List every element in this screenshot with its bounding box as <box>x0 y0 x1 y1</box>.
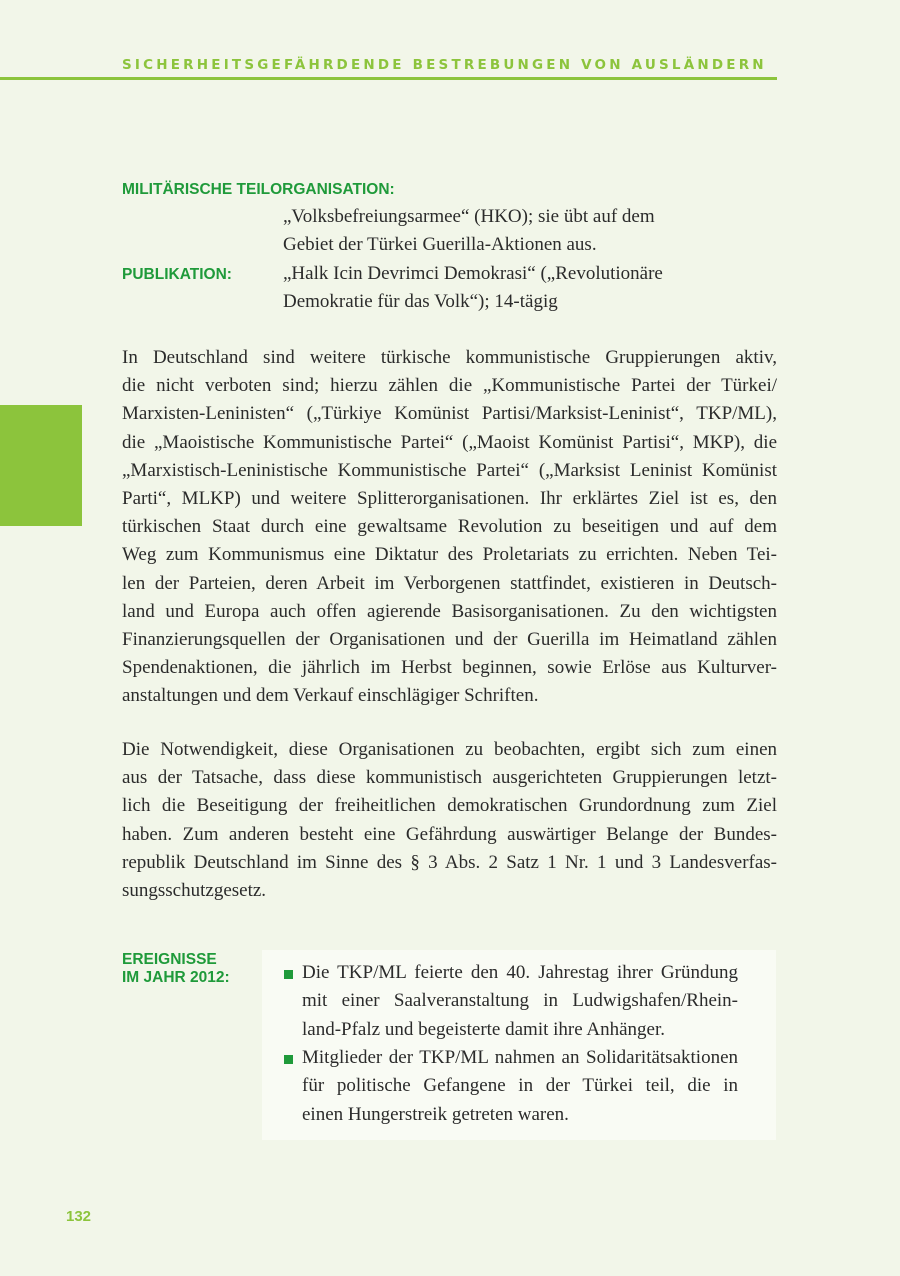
text-line: Die TKP/ML feierte den 40. Jahrestag ihrer Gründung <box>302 962 738 983</box>
text-line: Finanzierungsquellen der Organisationen und der Guerilla im Heimatland zählen <box>122 628 777 650</box>
text-line: Weg zum Kommunismus eine Diktatur des Proletariats zu errichten. Neben Tei- <box>122 544 777 566</box>
text-line: haben. Zum anderen besteht eine Gefährdung auswärtiger Belange der Bundes- <box>122 823 777 845</box>
events-label-line: EREIGNISSE <box>122 951 217 968</box>
text-line: türkischen Staat durch eine gewaltsame Revolution zu beseitigen und auf dem <box>122 516 777 538</box>
text-line: Parti“, MLKP) und weitere Splitterorganisationen. Ihr erklärtes Ziel ist es, den <box>122 487 777 509</box>
running-header: SICHERHEITSGEFÄHRDENDE BESTREBUNGEN VON AUSLÄNDERN <box>122 57 767 73</box>
text-line: mit einer Saalveranstaltung in Ludwigshafen/Rhein- <box>302 990 738 1012</box>
text-line: für politische Gefangene in der Türkei teil, die in <box>302 1075 738 1097</box>
text-line: „Marxistisch-Leninistische Kommunistische Partei“ („Marksist Leninist Komünist <box>122 459 777 481</box>
chapter-tab-marker <box>0 405 82 526</box>
header-rule <box>0 77 777 80</box>
text-line: In Deutschland sind weitere türkische kommunistische Gruppierungen aktiv, <box>122 347 777 368</box>
body-paragraph-2 <box>122 736 777 905</box>
text-line: lich die Beseitigung der freiheitlichen demokratischen Grundordnung zum Ziel <box>122 795 777 817</box>
text-line: Marxisten-Leninisten“ („Türkiye Komünist Partisi/Marksist-Leninist“, TKP/ML), <box>122 403 777 425</box>
events-label-line: IM JAHR 2012: <box>122 969 230 986</box>
publication-label: PUBLIKATION: <box>122 266 232 283</box>
text-line: Demokratie für das Volk“); 14-tägig <box>283 291 558 313</box>
military-label: MILITÄRISCHE TEILORGANISATION: <box>122 181 395 198</box>
text-line: einen Hungerstreik getreten waren. <box>302 1103 569 1125</box>
text-line: „Volksbefreiungsarmee“ (HKO); sie übt auf dem <box>283 206 655 227</box>
text-line: Gebiet der Türkei Guerilla-Aktionen aus. <box>283 234 597 256</box>
publication-value <box>283 260 663 317</box>
military-value <box>283 203 655 260</box>
text-line: die nicht verboten sind; hierzu zählen die „Kommunistische Partei der Türkei/ <box>122 375 777 397</box>
text-line: len der Parteien, deren Arbeit im Verborgenen stattfindet, existieren in Deutsch- <box>122 572 777 594</box>
text-line: sungsschutzgesetz. <box>122 879 267 901</box>
text-line: die „Maoistische Kommunistische Partei“ („Maoist Komünist Partisi“, MKP), die <box>122 431 777 453</box>
text-line: republik Deutschland im Sinne des § 3 Abs. 2 Satz 1 Nr. 1 und 3 Landesverfas- <box>122 851 777 873</box>
text-line: „Halk Icin Devrimci Demokrasi“ („Revolutionäre <box>283 263 663 284</box>
text-line: Mitglieder der TKP/ML nahmen an Solidaritätsaktionen <box>302 1047 738 1068</box>
body-paragraph-1 <box>122 344 777 710</box>
page-number: 132 <box>66 1208 92 1225</box>
bullet-square-icon <box>284 970 293 979</box>
text-line: aus der Tatsache, dass diese kommunistisch ausgerichteten Gruppierungen letzt- <box>122 767 777 789</box>
text-line: anstaltungen und dem Verkauf einschlägiger Schriften. <box>122 685 539 707</box>
text-line: Die Notwendigkeit, diese Organisationen zu beobachten, ergibt sich zum einen <box>122 739 777 760</box>
text-line: land-Pfalz und begeisterte damit ihre Anhänger. <box>302 1018 665 1040</box>
events-label <box>122 951 230 987</box>
text-line: land und Europa auch offen agierende Basisorganisationen. Zu den wichtigsten <box>122 600 777 622</box>
text-line: Spendenaktionen, die jährlich im Herbst beginnen, sowie Erlöse aus Kulturver- <box>122 657 777 679</box>
bullet-square-icon <box>284 1055 293 1064</box>
